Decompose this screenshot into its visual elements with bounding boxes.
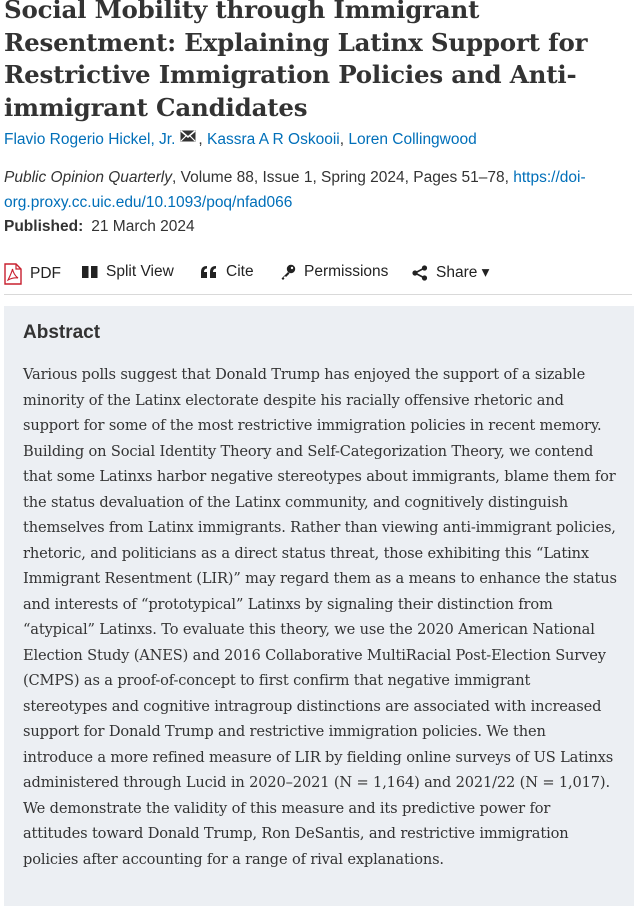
pdf-button[interactable] (4, 263, 61, 285)
key-icon (280, 264, 304, 280)
author-list (4, 129, 477, 151)
abstract-text: Various polls suggest that Donald Trump has enjoyed the support of a sizable minority of the Latinx electorate despite his racially offensive rhetoric and support for some of the most restrictive immigration policies in recent memory. Building on Social Identity Theory and Self-Categorization Theory, we contend that some Latinxs harbor negative stereotypes about immigrants, blame them for the status devaluation of the Latinx community, and cognitively distinguish themselves from Latinx immigrants. Rather than viewing anti-immigrant policies, rhetoric, and politicians as a direct status threat, those exhibiting this “Latinx Immigrant Resentment (LIR)” may regard them as a means to enhance the status and interests of “prototypical” Latinxs by signaling their distinction from “atypical” Latinxs. To evaluate this theory, we use the 2020 American National Election Study (ANES) and 2016 Collaborative MultiRacial Post-Election Survey (CMPS) as a proof-of-concept to first confirm that negative immigrant stereotypes and cognitive intragroup distinctions are associated with increased support for Donald Trump and restrictive immigration policies. We then introduce a more refined measure of LIR by fielding online surveys of US Latinxs administered through Lucid in 2020–2021 (N = 1,164) and 2021/22 (N = 1,017). We demonstrate the validity of this measure and its predictive power for attitudes toward Donald Trump, Ron DeSantis, and restrictive immigration policies after accounting for a range of rival explanations. (23, 366, 617, 868)
cite-label: Cite (226, 263, 254, 280)
published-value: 21 March 2024 (91, 218, 195, 235)
published-date (4, 216, 195, 238)
split-view-icon (82, 265, 106, 279)
author-link-collingwood[interactable]: Loren Collingwood (348, 131, 477, 149)
citation (4, 165, 624, 215)
pdf-label: PDF (30, 265, 61, 282)
article-toolbar (4, 261, 632, 295)
quote-icon (200, 265, 226, 279)
share-icon (412, 265, 436, 281)
author-link-oskooii[interactable]: Kassra A R Oskooii (207, 131, 340, 149)
envelope-icon[interactable] (180, 127, 196, 149)
citation-details: , Volume 88, Issue 1, Spring 2024, Pages 51–78, (172, 169, 514, 186)
author-link-hickel[interactable]: Flavio Rogerio Hickel, Jr. (4, 131, 176, 149)
pdf-icon (4, 263, 30, 285)
journal-name: Public Opinion Quarterly (4, 169, 172, 186)
split-view-button[interactable] (82, 263, 174, 281)
permissions-button[interactable] (280, 263, 388, 281)
author-separator: , (339, 131, 345, 149)
abstract-heading: Abstract (23, 322, 101, 343)
cite-button[interactable] (200, 263, 254, 281)
permissions-label: Permissions (304, 263, 389, 280)
share-label: Share ▾ (436, 264, 490, 281)
abstract-section (4, 306, 634, 906)
share-button[interactable] (412, 263, 489, 282)
split-view-label: Split View (106, 263, 174, 280)
author-separator: , (198, 131, 203, 149)
article-title: Social Mobility through Immigrant Resentment: Explaining Latinx Support for Restrictive Immigration Policies and Anti-immigrant Candidates (4, 0, 588, 122)
published-label: Published: (4, 218, 84, 235)
doi-link[interactable]: https://doi-org.proxy.cc.uic.edu/10.1093/poq/nfad066 (4, 169, 586, 211)
